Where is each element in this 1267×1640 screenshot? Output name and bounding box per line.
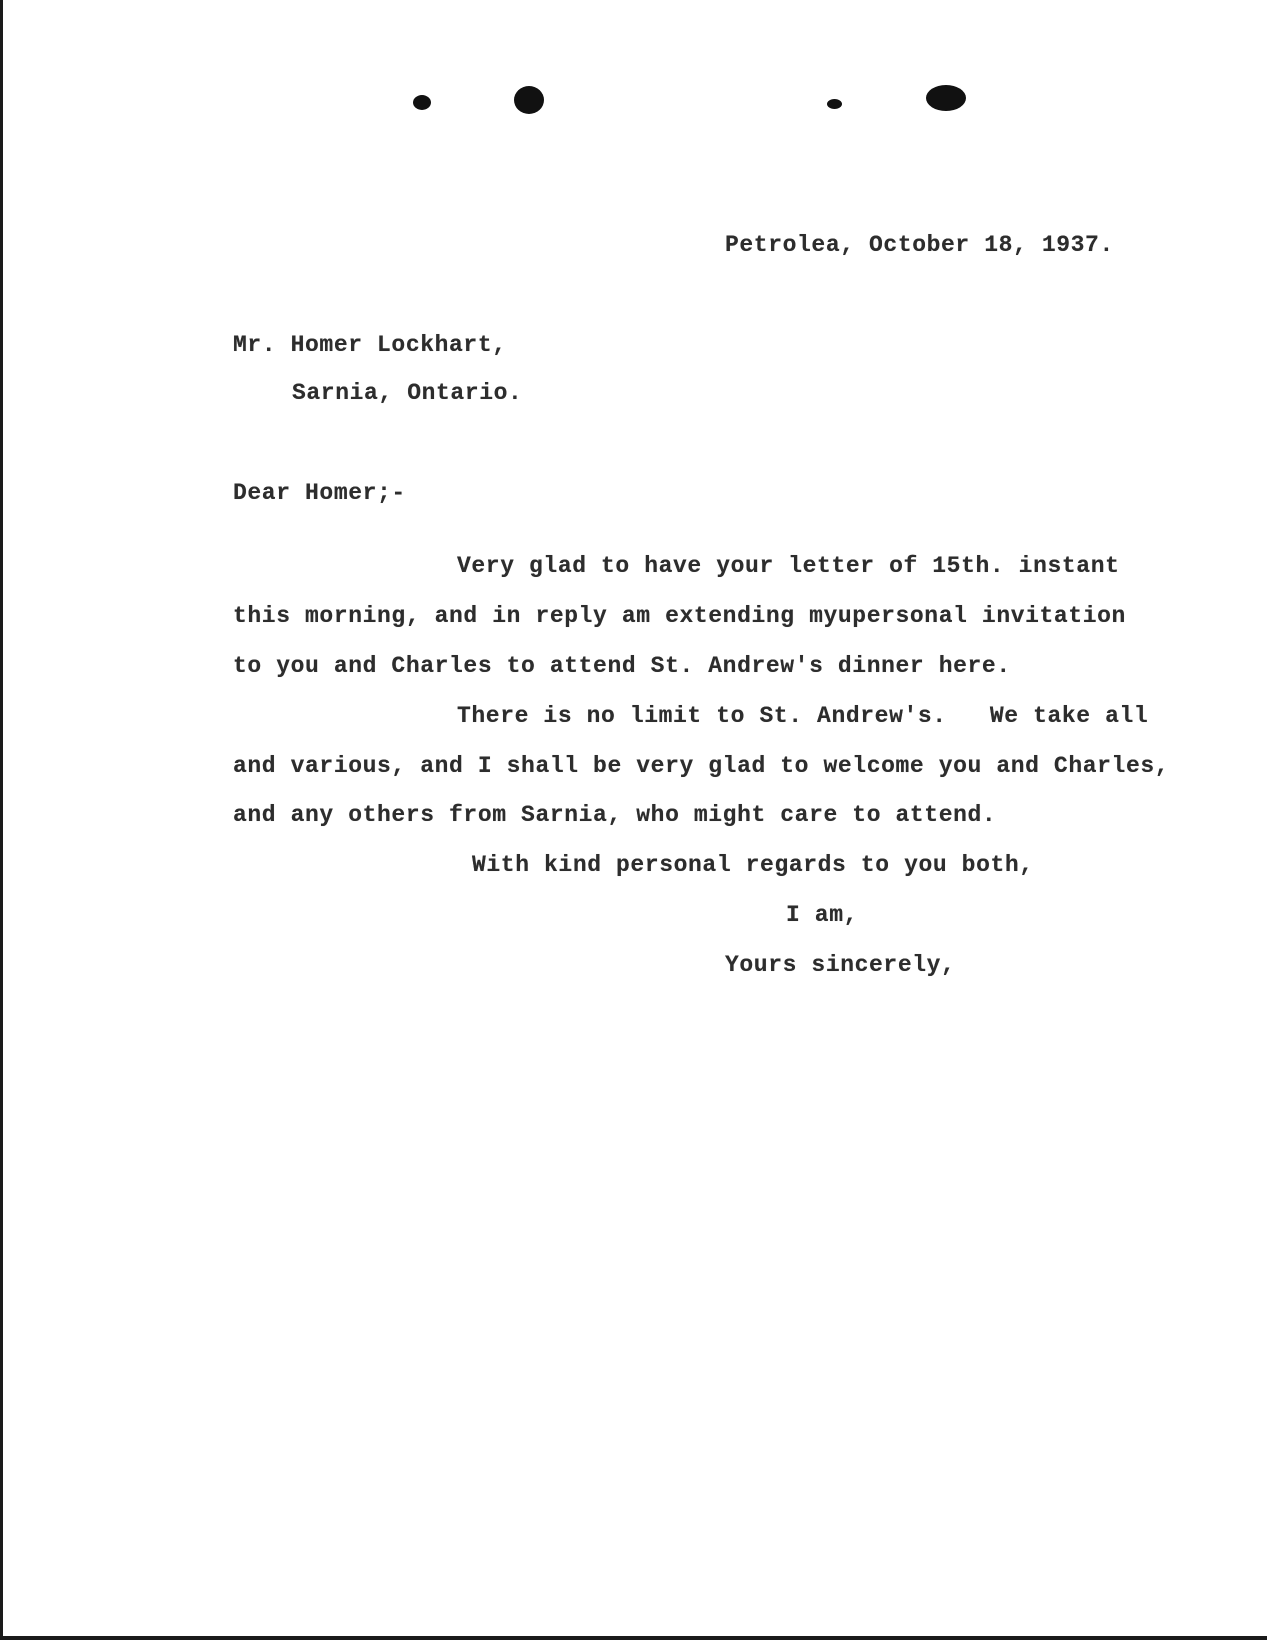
- body-line: and any others from Sarnia, who might care to attend.: [233, 802, 997, 828]
- closing-line: I am,: [786, 902, 859, 928]
- signature-closing: Yours sincerely,: [725, 952, 956, 978]
- body-line: There is no limit to St. Andrew's. We take all: [457, 703, 1149, 729]
- body-line: and various, and I shall be very glad to welcome you and Charles,: [233, 753, 1170, 779]
- salutation: Dear Homer;-: [233, 480, 406, 506]
- dateline: Petrolea, October 18, 1937.: [725, 232, 1114, 258]
- recipient-city: Sarnia, Ontario.: [292, 380, 523, 406]
- body-line: With kind personal regards to you both,: [472, 852, 1034, 878]
- page-left-edge: [0, 0, 3, 1640]
- page-bottom-edge: [0, 1636, 1267, 1640]
- body-line: this morning, and in reply am extending myupersonal invitation: [233, 603, 1126, 629]
- body-line: Very glad to have your letter of 15th. instant: [457, 553, 1120, 579]
- punch-hole-3: [827, 99, 842, 109]
- body-line: to you and Charles to attend St. Andrew's dinner here.: [233, 653, 1011, 679]
- punch-hole-1: [413, 95, 431, 110]
- punch-hole-2: [514, 86, 544, 114]
- recipient-name: Mr. Homer Lockhart,: [233, 332, 507, 358]
- punch-hole-4: [926, 85, 966, 111]
